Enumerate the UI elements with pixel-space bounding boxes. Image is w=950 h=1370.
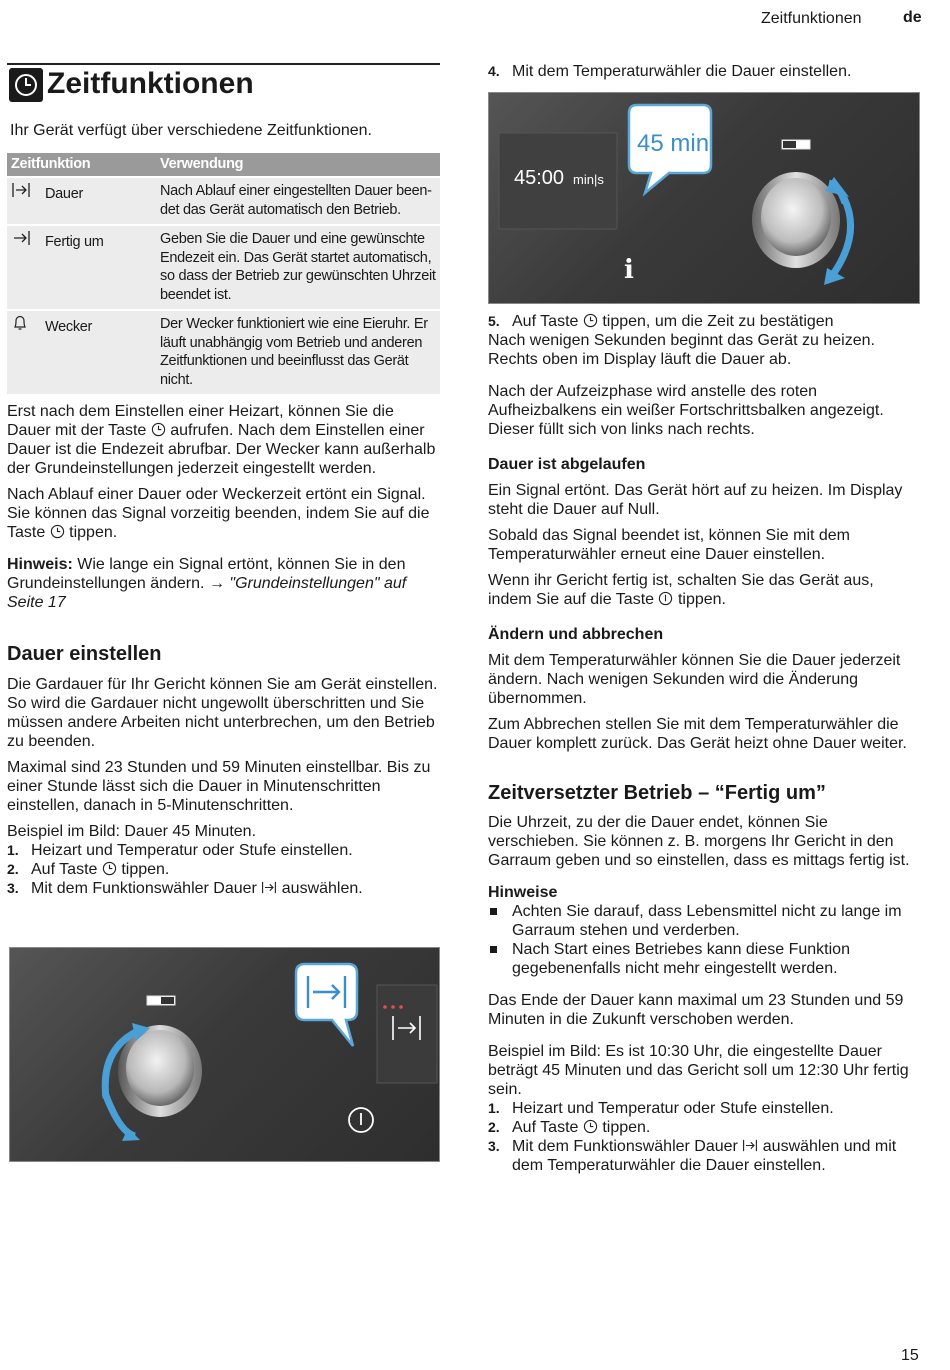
display-time: 45:00 [514, 167, 565, 189]
function-name: Wecker [45, 319, 93, 335]
clock-icon [9, 68, 43, 102]
header-language: de [903, 9, 922, 26]
page-number: 15 [901, 1347, 919, 1364]
temperature-selector-illustration [488, 92, 920, 304]
notes-list [488, 902, 920, 978]
clock-button-icon [583, 313, 598, 328]
table-header-function: Zeitfunktion [7, 153, 156, 177]
paragraph: Mit dem Temperaturwähler können Sie die Dauer jederzeit ändern. Nach wenigen Sekunden wird die Änderung übernommen. [488, 652, 901, 707]
list-item: 2. Auf Taste tippen. [7, 861, 170, 878]
page-title: Zeitfunktionen [47, 67, 254, 100]
table-row [7, 225, 440, 310]
power-button-icon [658, 591, 673, 606]
paragraph: Das Ende der Dauer kann maximal um 23 Stunden und 59 Minuten in die Zukunft verschoben werden. [488, 992, 904, 1028]
function-name: Dauer [45, 186, 83, 202]
clock-button-icon [102, 861, 117, 876]
list-item: 1. Heizart und Temperatur oder Stufe einstellen. [7, 842, 353, 859]
list-item: 3. Mit dem Funktionswähler Dauer auswählen und mit dem Temperaturwähler die Dauer einstellen. [488, 1138, 897, 1174]
note-label: Hinweis: [7, 556, 73, 573]
list-item: 5. Auf Taste tippen, um die Zeit zu bestätigen [488, 313, 834, 330]
bell-icon [11, 315, 35, 337]
list-item: 4. Mit dem Temperaturwähler die Dauer einstellen. [488, 63, 852, 80]
list-item: Nach Start eines Betriebes kann diese Funktion gegebenenfalls nicht mehr eingestellt werden. [488, 940, 920, 978]
left-column-text [7, 402, 440, 898]
paragraph: Beispiel im Bild: Dauer 45 Minuten. [7, 823, 257, 840]
list-item: 2. Auf Taste tippen. [488, 1119, 651, 1136]
paragraph: Maximal sind 23 Stunden und 59 Minuten einstellbar. Bis zu einer Stunde lässt sich die Dauer in Minutenschritten einstellen, danach in 5-Minutenschritten. [7, 759, 431, 814]
right-column-text [488, 312, 920, 1175]
paragraph: Die Uhrzeit, zu der die Dauer endet, können Sie verschieben. Sie können z. B. morgens Ihr Gericht in den Garraum geben und so einstellen, dass es mittags fertig ist. [488, 814, 910, 869]
paragraph: Beispiel im Bild: Es ist 10:30 Uhr, die eingestellte Dauer beträgt 45 Minuten und das Gericht soll um 12:30 Uhr fertig sein. [488, 1043, 909, 1098]
function-usage: Der Wecker funktioniert wie eine Eieruhr. Er läuft unabhängig vom Betrieb und anderen Zeitfunktionen und beeinflusst das Gerät nicht. [156, 310, 440, 394]
list-item: 3. Mit dem Funktionswähler Dauer auswählen. [7, 880, 363, 897]
duration-icon [261, 880, 277, 895]
heading-aendern-abbrechen: Ändern und abbrechen [488, 626, 664, 643]
paragraph: Erst nach dem Einstellen einer Heizart, können Sie die Dauer mit der Taste aufrufen. Nach dem Einstellen einer Dauer ist die Endezeit abrufbar. Der Wecker kann außerhalb der Grundeinstellungen jederzeit eingestellt werden. [7, 403, 436, 477]
steps-list [7, 841, 440, 898]
steps-list [488, 312, 920, 331]
function-usage: Geben Sie die Dauer und eine gewünschte Endezeit ein. Das Gerät startet automatisch, so dass der Betrieb zur gewünschten Uhrzeit beendet ist. [156, 225, 440, 310]
clock-button-icon [50, 524, 65, 539]
heading-hinweise: Hinweise [488, 884, 558, 901]
function-usage: Nach Ablauf einer eingestellten Dauer been-det das Gerät automatisch den Betrieb. [156, 177, 440, 225]
end-time-icon [11, 230, 35, 252]
steps-list [488, 62, 920, 81]
list-item: 1. Heizart und Temperatur oder Stufe einstellen. [488, 1100, 834, 1117]
function-selector-illustration [9, 947, 440, 1162]
clock-button-icon [151, 422, 166, 437]
paragraph: Die Gardauer für Ihr Gericht können Sie am Gerät einstellen. So wird die Gardauer nicht ungewollt überschritten und Sie müssen andere Arbeiten nicht unterbrechen, um den Betrieb zu beenden. [7, 676, 438, 750]
list-item: Achten Sie darauf, dass Lebensmittel nicht zu lange im Garraum stehen und verderben. [488, 902, 920, 940]
paragraph: Wenn ihr Gericht fertig ist, schalten Sie das Gerät aus, indem Sie auf die Taste tippen. [488, 572, 874, 608]
arrow-icon: → [208, 575, 225, 592]
info-icon: i [624, 255, 634, 285]
title-block [7, 63, 440, 100]
time-functions-table [7, 153, 440, 394]
paragraph: Nach der Aufzeizphase wird anstelle des roten Aufheizbalkens ein weißer Fortschrittsbalken angezeigt. Dieser füllt sich von links nach rechts. [488, 383, 884, 438]
table-header-usage: Verwendung [156, 153, 440, 177]
clock-button-icon [583, 1119, 598, 1134]
table-row [7, 310, 440, 394]
heading-zeitversetzter-betrieb: Zeitversetzter Betrieb – “Fertig um” [488, 782, 826, 804]
duration-icon [742, 1138, 758, 1153]
duration-icon [11, 182, 35, 204]
note-paragraph: Hinweis: Wie lange ein Signal ertönt, können Sie in den Grundeinstellungen ändern. → "Grundeinstellungen" auf Seite 17 [7, 556, 407, 611]
table-row [7, 177, 440, 225]
paragraph: Sobald das Signal beendet ist, können Sie mit dem Temperaturwähler erneut eine Dauer einstellen. [488, 527, 851, 563]
display-unit: min|s [573, 172, 604, 187]
paragraph: Ein Signal ertönt. Das Gerät hört auf zu heizen. Im Display steht die Dauer auf Null. [488, 482, 903, 518]
function-name: Fertig um [45, 234, 104, 250]
heading-dauer-einstellen: Dauer einstellen [7, 643, 162, 665]
paragraph: Nach wenigen Sekunden beginnt das Gerät zu heizen. Rechts oben im Display läuft die Dauer ab. [488, 332, 875, 368]
steps-list [488, 1099, 920, 1175]
cross-reference-link[interactable]: "Grundeinstellungen" auf Seite 17 [7, 575, 407, 611]
heading-dauer-abgelaufen: Dauer ist abgelaufen [488, 456, 646, 473]
bubble-duration: 45 min [637, 130, 710, 157]
paragraph: Nach Ablauf einer Dauer oder Weckerzeit ertönt ein Signal. Sie können das Signal vorzeitig beenden, indem Sie auf die Taste tippen. [7, 486, 430, 541]
header-section: Zeitfunktionen [761, 10, 862, 27]
intro-text: Ihr Gerät verfügt über verschiedene Zeitfunktionen. [10, 122, 372, 139]
paragraph: Zum Abbrechen stellen Sie mit dem Temperaturwähler die Dauer komplett zurück. Das Gerät heizt ohne Dauer weiter. [488, 716, 907, 752]
